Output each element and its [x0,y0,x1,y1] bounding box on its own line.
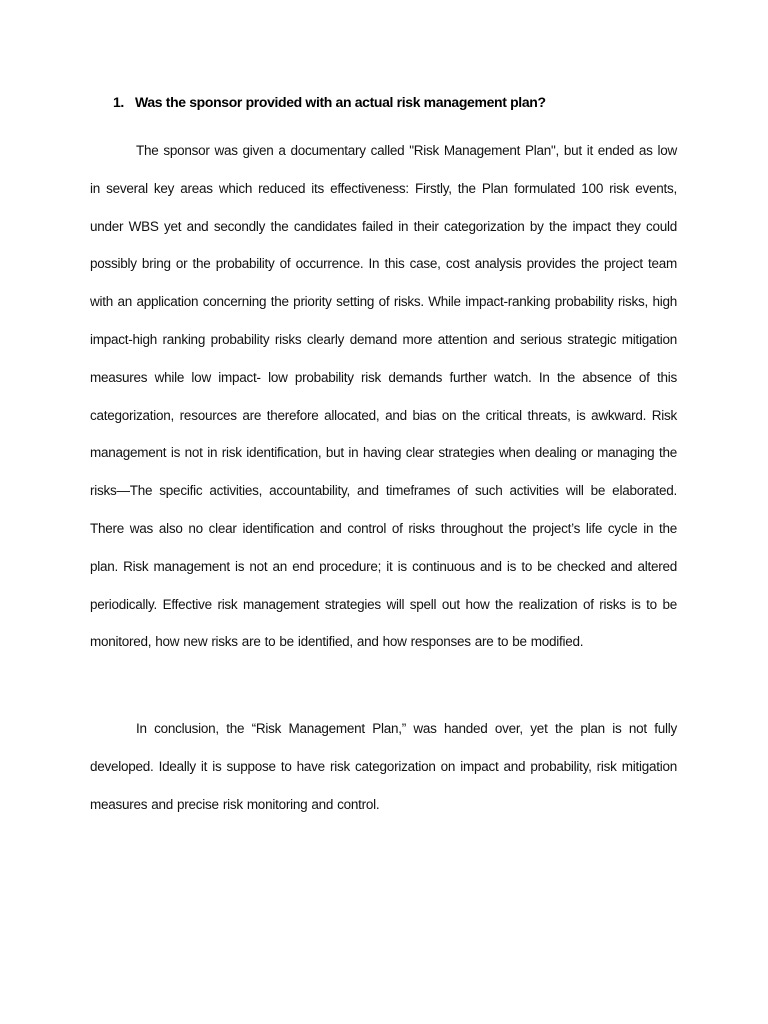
body-paragraph-2-container [90,710,677,823]
question-heading [113,92,693,112]
body-paragraph: The sponsor was given a documentary called "Risk Management Plan", but it ended as low in several key areas which reduced its effectiveness: Firstly, the Plan formulated 100 risk events, under WBS yet and secondly the candidates failed in their categorization by the impact they could possibly bring or the probability of occurrence. In this case, cost analysis provides the project team with an application concerning the priority setting of risks. While impact-ranking probability risks, high impact-high ranking probability risks clearly demand more attention and serious strategic mitigation measures while low impact- low probability risk demands further watch. In the absence of this categorization, resources are therefore allocated, and bias on the critical threats, is awkward. Risk management is not in risk identification, but in having clear strategies when dealing or managing the risks—The specific activities, accountability, and timeframes of such activities will be elaborated. There was also no clear identification and control of risks throughout the project’s life cycle in the plan. Risk management is not an end procedure; it is continuous and is to be checked and altered periodically. Effective risk management strategies will spell out how the realization of risks is to be monitored, how new risks are to be identified, and how responses are to be modified. [90,143,677,650]
question-title: Was the sponsor provided with an actual risk management plan? [135,94,546,110]
conclusion-paragraph: In conclusion, the “Risk Management Plan,” was handed over, yet the plan is not fully developed. Ideally it is suppose to have risk categorization on impact and probability, risk mitigation measures and precise risk monitoring and control. [90,721,677,812]
body-paragraph-1-container [90,132,677,661]
question-number: 1. [113,94,124,110]
